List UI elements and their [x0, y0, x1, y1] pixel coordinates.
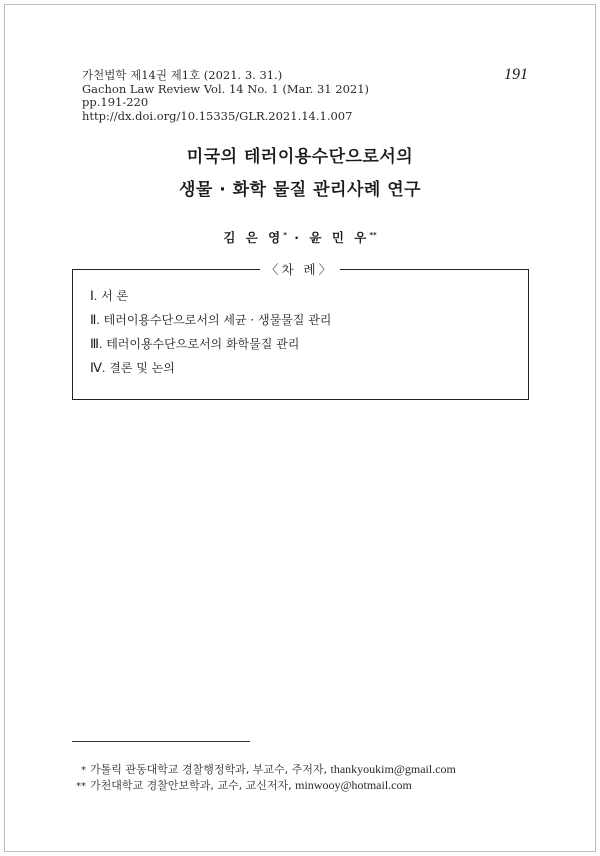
journal-pages: pp.191-220 [82, 95, 149, 109]
toc-item-number: Ⅲ. [90, 336, 103, 351]
toc-item [90, 311, 331, 328]
toc-header-label: 차 례 [281, 262, 319, 277]
footnote-text: 가톨릭 관동대학교 경찰행정학과, 부교수, 주저자, [90, 763, 327, 776]
author-separator: · [286, 230, 310, 245]
author-2-footnote-mark: ** [369, 231, 377, 239]
toc-item [90, 335, 299, 352]
paper-title-line1: 미국의 테러이용수단으로서의 [186, 147, 414, 167]
toc-item-number: Ⅱ. [90, 312, 100, 327]
toc-item-text: 테러이용수단으로서의 세균 · 생물물질 관리 [103, 313, 332, 327]
toc-item-text: 결론 및 논의 [109, 361, 175, 375]
footnote-divider [72, 741, 250, 742]
toc-header [0, 260, 600, 278]
toc-item-number: Ⅳ. [90, 360, 106, 375]
author-2: 윤 민 우 [309, 230, 370, 245]
journal-korean-citation: 가천법학 제14권 제1호 (2021. 3. 31.) [82, 68, 283, 82]
author-line [0, 228, 600, 246]
footnote-email[interactable]: thankyoukim@gmail.com [330, 762, 456, 776]
toc-item [90, 287, 128, 304]
toc-left-bracket-icon: 〈 [265, 262, 282, 277]
toc-item-text: 테러이용수단으로서의 화학물질 관리 [106, 337, 300, 351]
journal-meta [82, 69, 369, 123]
footnote-email[interactable]: minwooy@hotmail.com [295, 778, 412, 792]
footnote-mark: * [81, 765, 86, 776]
footnote [72, 777, 412, 793]
paper-title-line2: 생물 · 화학 물질 관리사례 연구 [178, 180, 422, 200]
footnote [72, 761, 456, 777]
toc-item-text: 서 론 [101, 289, 129, 303]
toc-right-bracket-icon: 〉 [318, 262, 335, 277]
journal-doi[interactable]: http://dx.doi.org/10.15335/GLR.2021.14.1.007 [82, 108, 353, 123]
author-1-footnote-mark: * [283, 231, 287, 239]
footnote-mark: ** [76, 781, 86, 792]
toc-item [90, 359, 175, 376]
page-number: 191 [504, 66, 528, 83]
page-border [4, 4, 596, 852]
journal-english-citation: Gachon Law Review Vol. 14 No. 1 (Mar. 31 2021) [82, 81, 370, 96]
toc-item-number: Ⅰ. [90, 288, 98, 303]
footnote-text: 가천대학교 경찰안보학과, 교수, 교신저자, [90, 779, 292, 792]
author-1: 김 은 영 [223, 230, 284, 245]
